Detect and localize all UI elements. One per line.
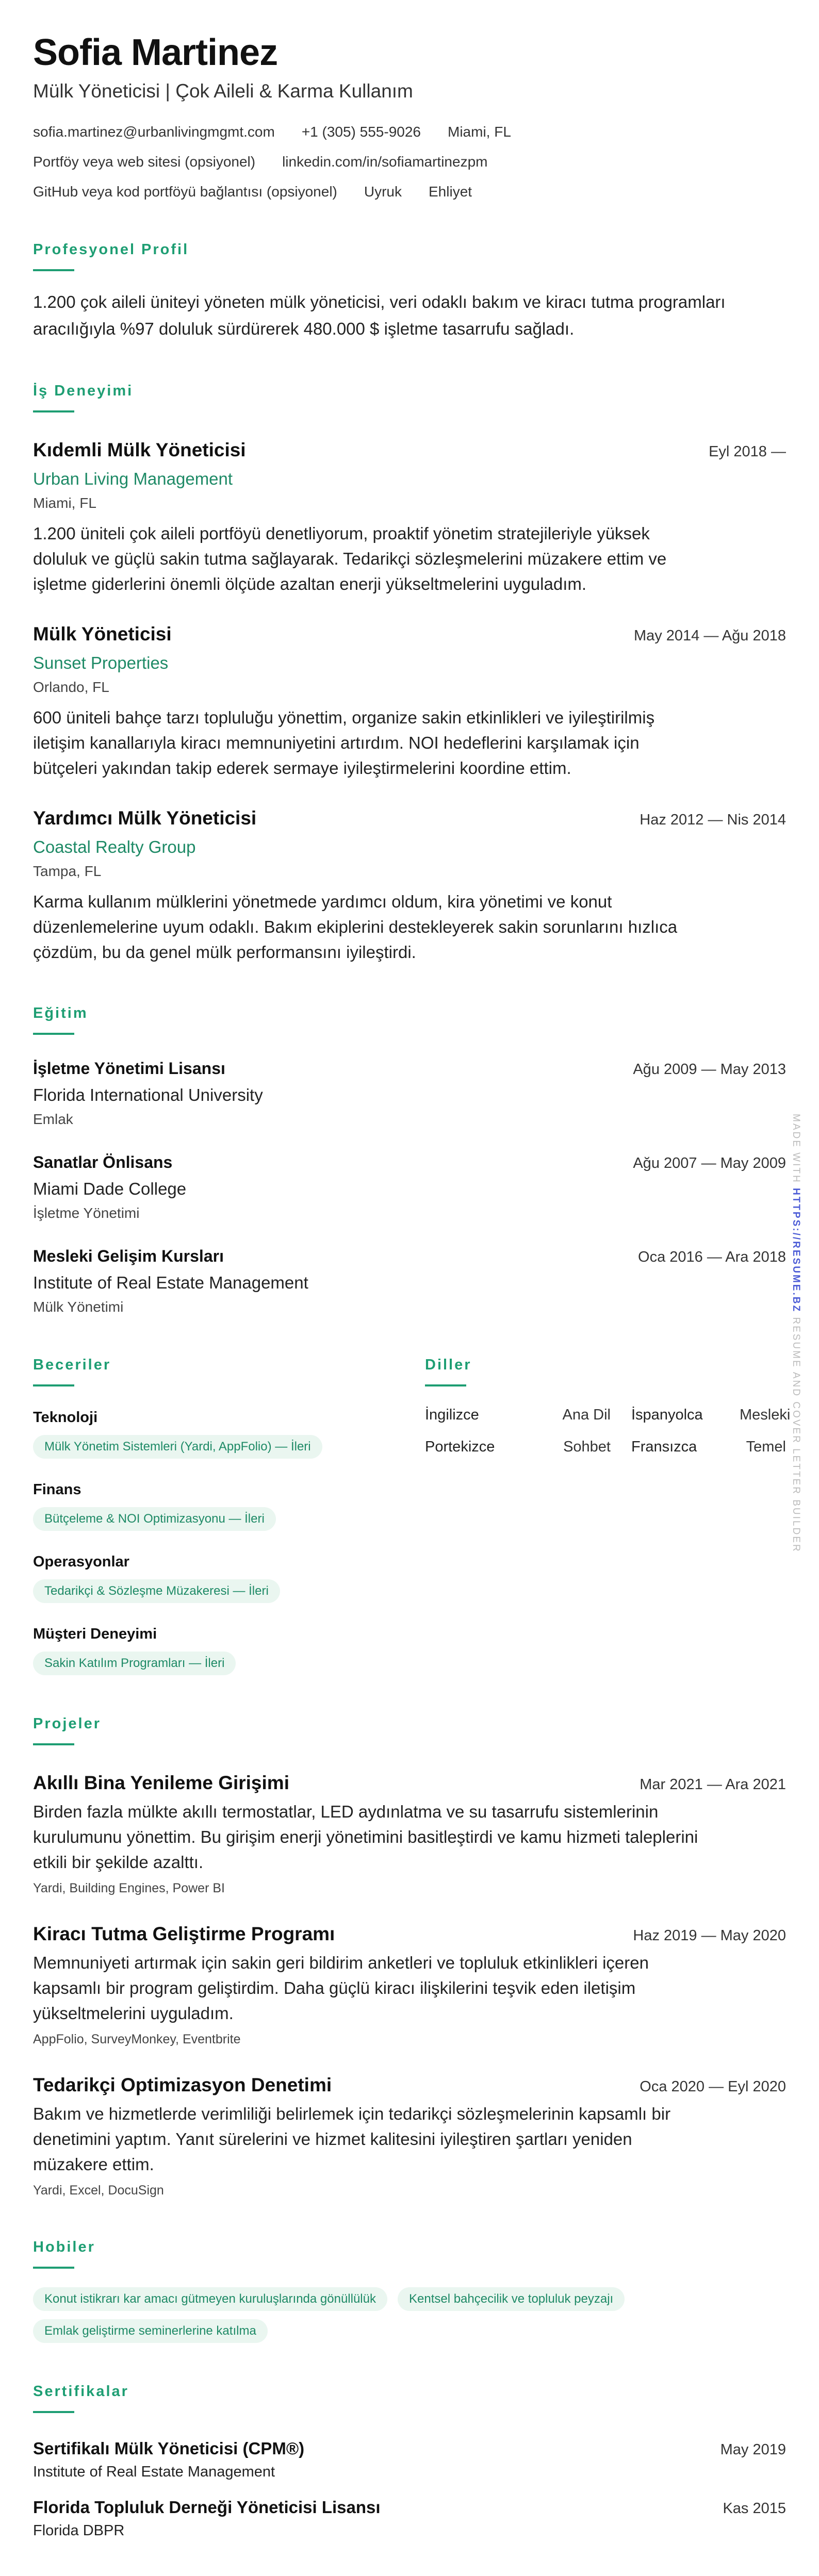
education-section	[33, 1004, 786, 1316]
certification-date: Kas 2015	[723, 2500, 786, 2517]
hobbies-section	[33, 2238, 786, 2343]
school-name: Institute of Real Estate Management	[33, 1273, 308, 1292]
project-dates: Oca 2020 — Eyl 2020	[640, 2078, 786, 2095]
project-entry	[33, 1771, 786, 1896]
hobby-chip: Emlak geliştirme seminerlerine katılma	[33, 2319, 268, 2343]
license-text: Ehliyet	[429, 184, 472, 200]
education-dates: Ağu 2007 — May 2009	[633, 1155, 786, 1171]
github-placeholder: GitHub veya kod portföyü bağlantısı (opsiyonel)	[33, 184, 337, 200]
certification-date: May 2019	[720, 2441, 786, 2458]
resume-page	[33, 31, 791, 2540]
profile-section	[33, 240, 786, 342]
job-dates: May 2014 — Ağu 2018	[633, 628, 786, 644]
project-name: Kiracı Tutma Geliştirme Programı	[33, 1923, 335, 1944]
job-description: Karma kullanım mülklerini yönetmede yardımcı oldum, kira yönetimi ve konut düzenlemelerine uyum odaklı. Bakım ekiplerini destekleyerek sakin sorunlarını hızlıca çözdüm, bu da genel mülk performansını iyileştirdi.	[33, 892, 678, 962]
experience-section	[33, 382, 786, 965]
certification-issuer: Institute of Real Estate Management	[33, 2464, 275, 2480]
language-name: Portekizce	[425, 1439, 495, 1455]
skill-group	[33, 1408, 425, 1459]
section-divider	[33, 1033, 74, 1035]
section-title: Beceriler	[33, 1357, 111, 1373]
hobby-chip: Konut istikrarı kar amacı gütmeyen kuruluşlarında gönüllülük	[33, 2287, 387, 2311]
skill-chip: Sakin Katılım Programları — İleri	[33, 1652, 236, 1675]
project-description: Bakım ve hizmetlerde verimliliği belirlemek için tedarikçi sözleşmelerinin kapsamlı bir denetimini yaptım. Yanıt sürelerini ve hizmet kalitesini iyileştiren şartları yeniden müzakere ettim.	[33, 2104, 671, 2174]
project-dates: Mar 2021 — Ara 2021	[640, 1776, 786, 1793]
education-dates: Ağu 2009 — May 2013	[633, 1061, 786, 1078]
skills-section	[33, 1356, 425, 1675]
resume-header	[33, 31, 786, 201]
project-tools: Yardi, Building Engines, Power BI	[33, 1881, 225, 1895]
education-dates: Oca 2016 — Ara 2018	[638, 1249, 786, 1265]
linkedin-link[interactable]: linkedin.com/in/sofiamartinezpm	[282, 154, 488, 170]
company-name: Sunset Properties	[33, 653, 169, 672]
section-title: Eğitim	[33, 1005, 88, 1021]
job-location: Orlando, FL	[33, 679, 109, 695]
job-location: Tampa, FL	[33, 863, 102, 879]
section-divider	[33, 1384, 74, 1386]
job-location: Miami, FL	[33, 495, 96, 511]
project-name: Tedarikçi Optimizasyon Denetimi	[33, 2074, 332, 2095]
section-divider	[33, 2411, 74, 2413]
language-name: İspanyolca	[631, 1407, 703, 1423]
project-dates: Haz 2019 — May 2020	[633, 1927, 786, 1944]
study-field: Emlak	[33, 1111, 73, 1127]
school-name: Miami Dade College	[33, 1179, 187, 1198]
candidate-name: Sofia Martinez	[33, 32, 278, 73]
certification-issuer: Florida DBPR	[33, 2522, 125, 2539]
section-title: Sertifikalar	[33, 2383, 129, 2400]
phone-text[interactable]: +1 (305) 555-9026	[301, 124, 421, 140]
section-title: Hobiler	[33, 2239, 95, 2255]
job-dates: Eyl 2018 —	[709, 443, 786, 460]
project-entry	[33, 2073, 786, 2199]
skill-category: Operasyonlar	[33, 1554, 129, 1570]
job-dates: Haz 2012 — Nis 2014	[640, 812, 786, 828]
skills-languages-row	[33, 1356, 791, 1675]
language-name: İngilizce	[425, 1407, 479, 1423]
skill-category: Teknoloji	[33, 1409, 98, 1426]
job-title: Kıdemli Mülk Yöneticisi	[33, 439, 246, 460]
credit-link[interactable]: HTTPS://RESUME.BZ	[791, 1188, 801, 1313]
education-entry	[33, 1151, 786, 1223]
certification-name: Sertifikalı Mülk Yöneticisi (CPM®)	[33, 2439, 305, 2458]
section-title: Profesyonel Profil	[33, 241, 189, 258]
skill-group	[33, 1553, 425, 1603]
contact-row	[33, 153, 786, 171]
language-level: Sohbet	[563, 1439, 611, 1455]
degree-title: Mesleki Gelişim Kursları	[33, 1247, 224, 1265]
project-tools: AppFolio, SurveyMonkey, Eventbrite	[33, 2032, 241, 2046]
credit-prefix: MADE WITH	[791, 1114, 801, 1184]
website-placeholder: Portföy veya web sitesi (opsiyonel)	[33, 154, 256, 170]
job-description: 1.200 üniteli çok aileli portföyü denetliyorum, proaktif yönetim stratejileriyle yüksek doluluk ve güçlü sakin tutma sağlayarak. Tedarikçi sözleşmelerini müzakere ettim ve işletme giderlerini önemli ölçüde azaltan enerji yükseltmelerini uyguladım.	[33, 524, 667, 593]
section-divider	[33, 410, 74, 412]
degree-title: Sanatlar Önlisans	[33, 1153, 173, 1171]
job-description: 600 üniteli bahçe tarzı topluluğu yönettim, organize sakin etkinlikleri ve iyileştirilmiş iletişim kanallarıyla kiracı memnuniyetini artırdım. NOI hedeflerini karşılamak için bütçeleri yakından takip ederek sermaye iyileştirmelerini koordine ettim.	[33, 708, 655, 778]
section-title: İş Deneyimi	[33, 383, 134, 399]
language-level: Ana Dil	[562, 1407, 611, 1423]
skill-chip: Tedarikçi & Sözleşme Müzakeresi — İleri	[33, 1579, 280, 1603]
builder-credit	[790, 1114, 802, 1553]
company-name: Urban Living Management	[33, 469, 233, 488]
project-description: Birden fazla mülkte akıllı termostatlar, LED aydınlatma ve su tasarrufu sistemlerinin kurulumunu yönettim. Bu girişim enerji yönetimini basitleştirdi ve kamu hizmeti taleplerini etkili bir şekilde azalttı.	[33, 1802, 698, 1872]
languages-section	[425, 1356, 791, 1675]
section-divider	[33, 2267, 74, 2269]
skill-category: Finans	[33, 1481, 81, 1498]
contact-row	[33, 123, 786, 141]
language-name: Fransızca	[631, 1439, 697, 1455]
education-entry	[33, 1058, 786, 1129]
study-field: Mülk Yönetimi	[33, 1299, 124, 1315]
section-divider	[425, 1384, 466, 1386]
job-title: Yardımcı Mülk Yöneticisi	[33, 807, 257, 829]
certification-entry	[33, 2497, 786, 2540]
language-level: Mesleki	[740, 1407, 791, 1423]
education-entry	[33, 1245, 786, 1316]
certification-entry	[33, 2438, 786, 2481]
project-entry	[33, 1922, 786, 2047]
experience-entry	[33, 622, 786, 781]
hobby-chip: Kentsel bahçecilik ve topluluk peyzajı	[398, 2287, 625, 2311]
hobby-list	[33, 2287, 755, 2343]
project-description: Memnuniyeti artırmak için sakin geri bildirim anketleri ve topluluk etkinlikleri içeren kapsamlı bir program geliştirdim. Daha güçlü kiracı ilişkilerini teşvik eden iletişim yükseltmelerini uyguladım.	[33, 1953, 649, 2023]
job-title: Mülk Yöneticisi	[33, 623, 172, 645]
project-tools: Yardi, Excel, DocuSign	[33, 2183, 164, 2198]
projects-section	[33, 1714, 786, 2199]
email-link[interactable]: sofia.martinez@urbanlivingmgmt.com	[33, 124, 275, 140]
language-level: Temel	[746, 1439, 786, 1455]
language-list	[425, 1405, 791, 1457]
section-divider	[33, 269, 74, 271]
certifications-section	[33, 2382, 786, 2540]
section-divider	[33, 1743, 74, 1745]
experience-entry	[33, 806, 786, 965]
skill-group	[33, 1625, 425, 1675]
nationality-text: Uyruk	[364, 184, 402, 200]
skill-category: Müşteri Deneyimi	[33, 1626, 157, 1642]
study-field: İşletme Yönetimi	[33, 1205, 140, 1221]
contact-row	[33, 183, 786, 201]
location-text: Miami, FL	[448, 124, 511, 140]
certification-name: Florida Topluluk Derneği Yöneticisi Lisansı	[33, 2498, 381, 2517]
credit-suffix: RESUME AND COVER LETTER BUILDER	[791, 1317, 801, 1553]
candidate-headline: Mülk Yöneticisi | Çok Aileli & Karma Kullanım	[33, 80, 413, 102]
skill-group	[33, 1480, 425, 1531]
school-name: Florida International University	[33, 1085, 263, 1104]
section-title: Diller	[425, 1357, 472, 1373]
skill-chip: Bütçeleme & NOI Optimizasyonu — İleri	[33, 1507, 276, 1531]
profile-summary: 1.200 çok aileli üniteyi yöneten mülk yöneticisi, veri odaklı bakım ve kiracı tutma programları aracılığıyla %97 doluluk sürdürerek 480.000 $ işletme tasarrufu sağladı.	[33, 292, 726, 338]
degree-title: İşletme Yönetimi Lisansı	[33, 1059, 225, 1078]
project-name: Akıllı Bina Yenileme Girişimi	[33, 1772, 289, 1793]
experience-entry	[33, 438, 786, 597]
skill-chip: Mülk Yönetim Sistemleri (Yardi, AppFolio) — İleri	[33, 1435, 322, 1459]
company-name: Coastal Realty Group	[33, 837, 196, 856]
section-title: Projeler	[33, 1715, 101, 1732]
